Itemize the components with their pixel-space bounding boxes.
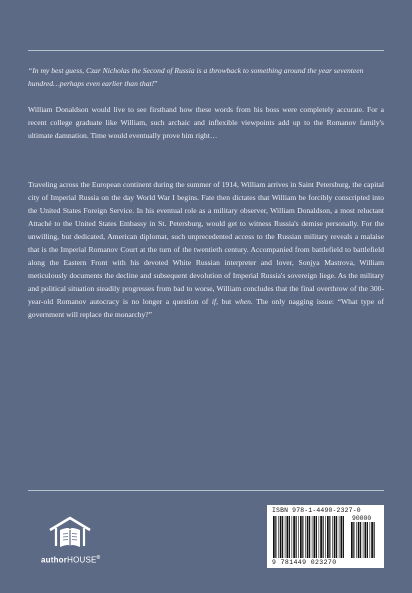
isbn-barcode-box bbox=[267, 505, 384, 568]
publisher-name bbox=[41, 555, 100, 565]
price-code: 90000 bbox=[352, 515, 372, 522]
trademark-symbol: ® bbox=[96, 555, 101, 561]
synopsis-main: Traveling across the European continent during the summer of 1914, William arrives in Saint Petersburg, the capital city of Imperial Russia on the day World War I begins. Fate then dictates that William be forcibly conscripted into the United States Foreign Service. In his eventual role as a military observer, William Donaldson, a most reluctant Attaché to the United States Embassy in St. Petersburg, would get to witness Russia's demise personally. For the unwilling, but dedicated, American diplomat, such unprecedented access to the Russian military reveals a malaise that is the Imperial Romanov Court at the turn of the twentieth century. Accompanied from battlefield to battlefield along the Eastern Front with his devoted White Russian interpreter and lover, Sonjya Mastrova, William meticulously documents the decline and subsequent devolution of Imperial Russia's sovereign liege. As the military and political situation steadily progresses from bad to worse, William concludes that the final overthrow of the 300-year-old Romanov autocracy is no longer a question of bbox=[28, 180, 384, 306]
pull-quote bbox=[28, 64, 384, 90]
top-divider bbox=[28, 50, 384, 51]
bottom-divider bbox=[28, 490, 384, 491]
publisher-name-thin: HOUSE bbox=[67, 555, 97, 565]
barcode-bars bbox=[273, 516, 377, 558]
house-book-icon bbox=[47, 516, 93, 552]
synopsis-emphasis-when: when bbox=[234, 297, 251, 306]
quote-close-mark: ” bbox=[154, 79, 158, 88]
synopsis-emphasis-if: if bbox=[211, 297, 217, 306]
intro-paragraph: William Donaldson would live to see firsthand how these words from his boss were completely accurate. For a recent college graduate like William, such archaic and inflexible viewpoints add up to the Romanov family's ultimate damnation. Time would eventually prove him right… bbox=[28, 105, 384, 140]
barcode-number: 9 781449 023270 bbox=[272, 559, 337, 566]
synopsis-mid: , but bbox=[216, 297, 235, 306]
publisher-logo bbox=[41, 516, 107, 568]
synopsis-paragraph bbox=[28, 178, 384, 321]
publisher-name-bold: author bbox=[41, 555, 68, 565]
synopsis-end: . The only nagging issue: “What type of government will replace the monarchy?” bbox=[28, 297, 384, 319]
quote-text: “In my best guess, Czar Nicholas the Second of Russia is a throwback to something around the year seventeen hundred…perhaps even earlier than that! bbox=[28, 66, 364, 88]
isbn-label: ISBN 978-1-4490-2327-0 bbox=[272, 507, 361, 514]
